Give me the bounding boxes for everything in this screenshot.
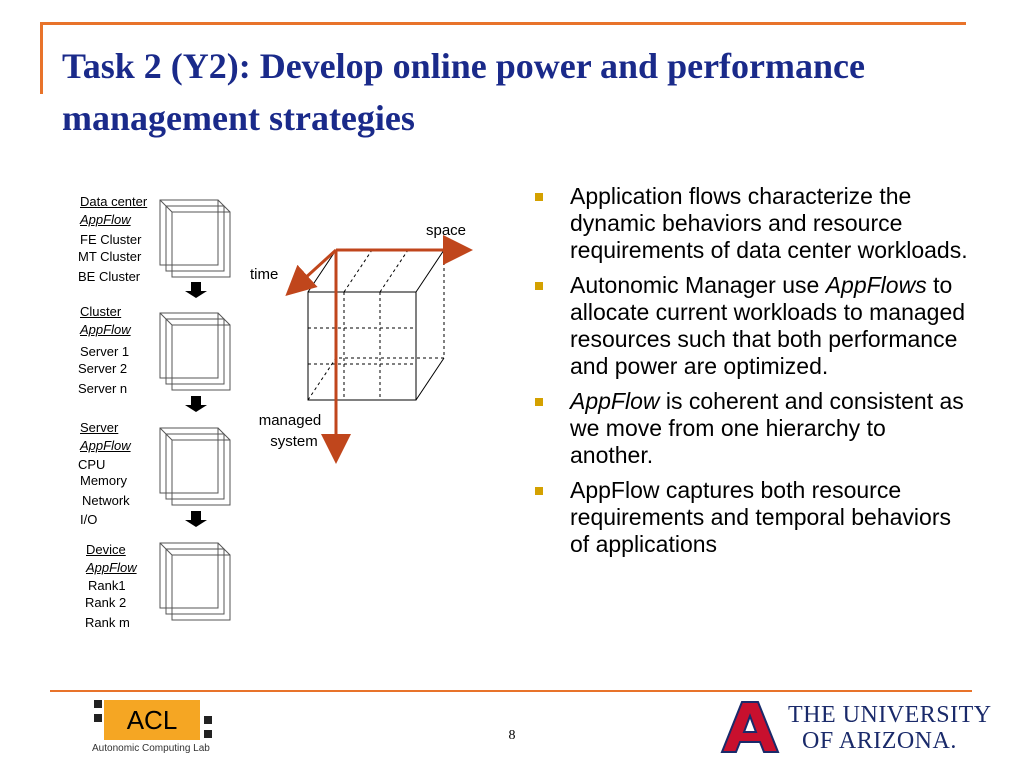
bullet-square-icon [535,487,543,495]
space-axis-label: space [426,222,467,239]
level-server-item: Memory [80,473,127,488]
bullet-list [530,183,970,566]
bullet-text: Autonomic Manager use [570,272,826,298]
large-cube [308,250,444,400]
down-arrow-1 [185,282,207,298]
level-cluster-item: Server n [78,381,128,396]
bullet-text: AppFlow captures both resource requirements and temporal behaviors of applications [570,477,951,557]
bullet-text: is coherent and consistent as we move from one hierarchy to another. [570,388,964,468]
acl-logo-square [204,716,212,724]
header-accent-line [40,22,966,25]
bullet-item [530,477,970,558]
arizona-a-icon [720,698,780,756]
slide-title: Task 2 (Y2): Develop online power and performance management strategies [62,46,865,138]
time-axis [292,250,336,290]
level-device-item: Rank m [85,615,130,630]
header-accent-bar [40,22,43,94]
bullet-text-italic: AppFlows [825,272,927,298]
system-axis-label: system [270,433,318,450]
ua-line2: OF ARIZONA. [802,728,957,754]
level-server-item: I/O [80,512,98,527]
level-device-item: Rank1 [88,578,126,593]
appflow-diagram [0,180,500,650]
level-server-label: Server [80,420,119,435]
level-server-item: Network [82,493,130,508]
level-datacenter-label: Data center [80,194,148,209]
level-cluster-item: Server 1 [80,344,130,359]
university-of-arizona-logo [720,698,992,758]
bullet-item [530,183,970,264]
level-device-item: Rank 2 [85,595,127,610]
bullet-text: to allocate current workloads to managed resources such that both performance and power are optimized. [570,272,966,379]
acl-logo-square [94,714,102,722]
level-cluster-flow: AppFlow [80,322,131,337]
level-device-flow: AppFlow [86,560,137,575]
level-server-flow: AppFlow [80,438,131,453]
bullet-item [530,388,970,469]
level-device-label: Device [86,542,126,557]
level-datacenter-item: FE Cluster [80,232,142,247]
bullet-square-icon [535,398,543,406]
down-arrow-2 [185,396,207,412]
cube-device [160,543,230,620]
acl-tagline: Autonomic Computing Lab [92,743,210,754]
cube-server [160,428,230,505]
bullet-text: Application flows characterize the dynamic behaviors and resource requirements of data center workloads. [570,183,968,263]
level-server-item: CPU [78,457,106,472]
ua-line1: THE UNIVERSITY [788,702,992,728]
managed-axis-label: managed [258,412,322,429]
level-datacenter-item: BE Cluster [78,269,141,284]
bullet-text-italic: AppFlow [570,388,660,414]
diagram-graphics [0,180,500,650]
level-datacenter-flow: AppFlow [80,212,131,227]
acl-logo-text: ACL [104,700,200,740]
bullet-square-icon [535,282,543,290]
acl-logo-square [94,700,102,708]
footer-accent-line [50,690,972,692]
level-datacenter-item: MT Cluster [78,249,142,264]
acl-logo-square [204,730,212,738]
page-number: 8 [508,728,516,743]
bullet-square-icon [535,193,543,201]
acl-logo [92,698,232,760]
level-cluster-item: Server 2 [78,361,128,376]
bullet-item [530,272,970,380]
time-axis-label: time [250,266,279,283]
level-cluster-label: Cluster [80,304,122,319]
cube-datacenter [160,200,230,277]
cube-cluster [160,313,230,390]
down-arrow-3 [185,511,207,527]
